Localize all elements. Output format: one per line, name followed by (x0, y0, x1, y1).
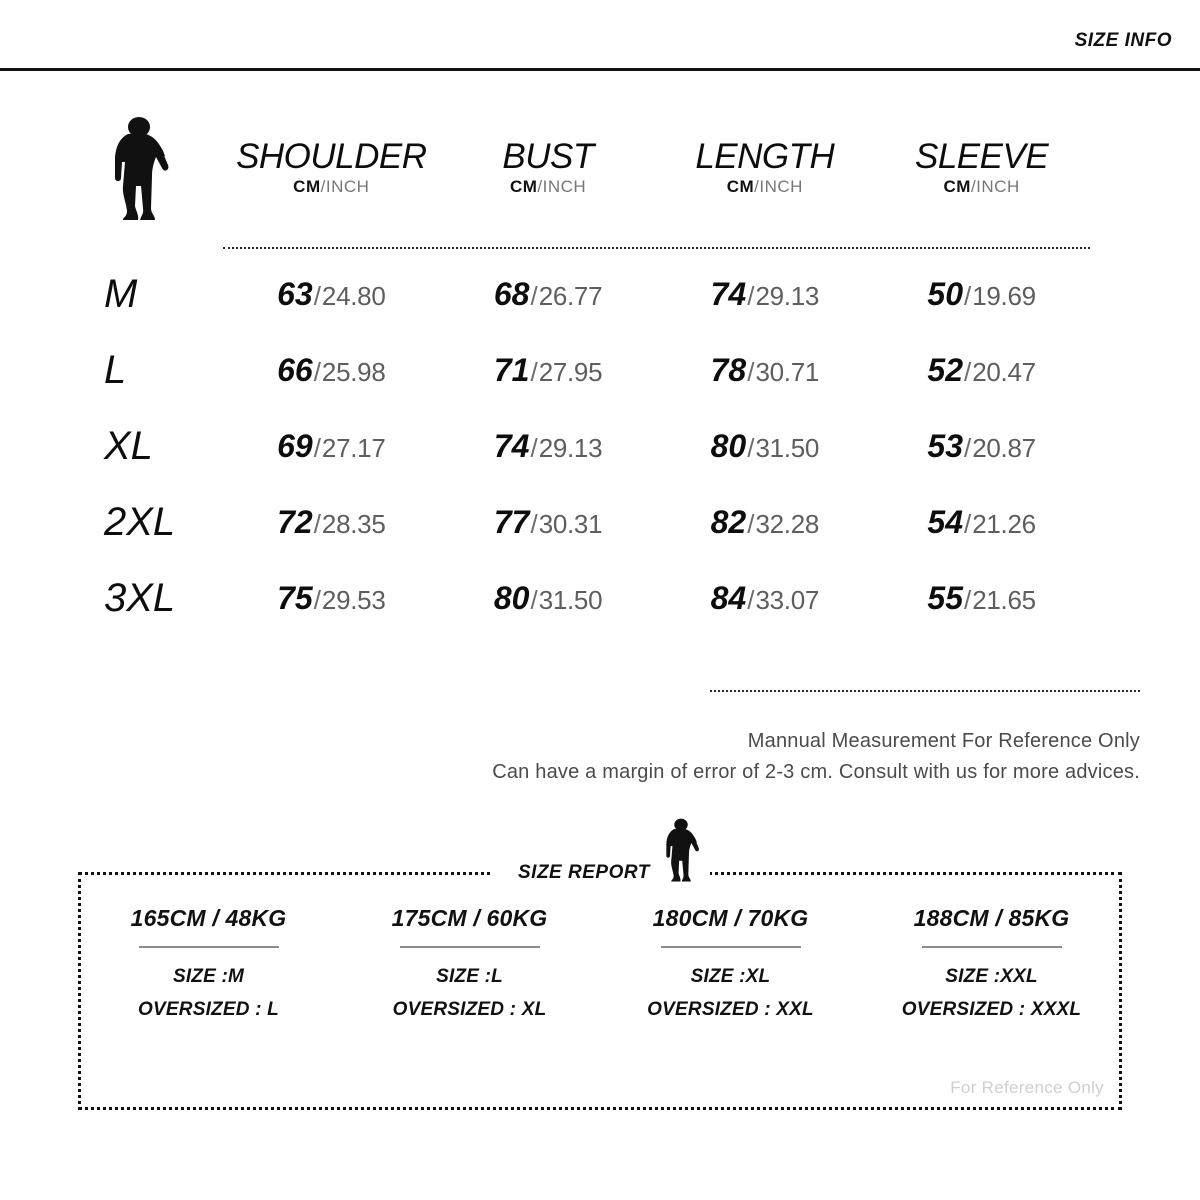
cell-length (656, 560, 873, 636)
report-divider (139, 946, 279, 948)
cell-slash: / (313, 508, 321, 539)
report-footnote: For Reference Only (950, 1078, 1104, 1097)
cell-shoulder (223, 408, 440, 484)
cell-shoulder (223, 332, 440, 408)
report-measure: 175CM / 60KG (391, 905, 548, 931)
cell-cm: 75 (277, 579, 313, 616)
column-header-sleeve-label: SLEEVE (915, 136, 1049, 176)
column-header-shoulder-unit (223, 177, 440, 197)
column-header-bust-unit (440, 177, 657, 197)
cell-cm: 52 (927, 351, 963, 388)
cell-slash: / (313, 432, 321, 463)
cell-sleeve (873, 560, 1090, 636)
column-header-sleeve (873, 110, 1090, 230)
cell-shoulder (223, 484, 440, 560)
size-table-container (0, 110, 1200, 636)
cell-inch: 27.17 (321, 432, 386, 463)
cell-slash: / (747, 584, 755, 615)
cell-inch: 21.26 (972, 508, 1036, 539)
table-row (90, 332, 1090, 408)
cell-length (656, 332, 873, 408)
table-row (90, 484, 1090, 560)
unit-inch: INCH (976, 177, 1020, 197)
cell-slash: / (747, 280, 755, 311)
report-oversized: OVERSIZED : XXL (647, 999, 814, 1021)
cell-slash: / (530, 356, 538, 387)
cell-slash: / (747, 356, 755, 387)
cell-cm: 78 (710, 351, 747, 388)
unit-cm: CM (943, 177, 971, 197)
report-oversized: OVERSIZED : L (138, 999, 279, 1021)
column-header-shoulder (223, 110, 440, 230)
unit-sep: / (970, 177, 977, 197)
cell-inch: 31.50 (538, 584, 603, 615)
report-divider (661, 946, 801, 948)
cell-length (656, 256, 873, 332)
cell-cm: 80 (493, 579, 530, 616)
cell-length (656, 408, 873, 484)
measurement-note (300, 726, 1140, 788)
cell-sleeve (873, 256, 1090, 332)
cell-bust (440, 408, 657, 484)
report-measure: 165CM / 48KG (130, 905, 287, 931)
cell-slash: / (964, 584, 972, 615)
cell-slash: / (964, 508, 972, 539)
cell-cm: 84 (710, 579, 747, 616)
cell-length (656, 484, 873, 560)
unit-cm: CM (509, 177, 538, 197)
column-header-length (656, 110, 873, 230)
cell-cm: 54 (927, 503, 963, 540)
cell-slash: / (964, 432, 972, 463)
measurement-note-line-2: Can have a margin of error of 2-3 cm. Consult with us for more advices. (492, 761, 1140, 783)
cell-slash: / (530, 584, 538, 615)
unit-inch: INCH (542, 177, 587, 197)
cell-cm: 50 (927, 275, 963, 312)
cell-inch: 29.13 (538, 432, 603, 463)
cell-slash: / (313, 584, 321, 615)
cell-sleeve (873, 332, 1090, 408)
cell-bust (440, 560, 657, 636)
table-row (90, 560, 1090, 636)
cell-inch: 20.87 (972, 432, 1036, 463)
unit-cm: CM (293, 177, 321, 197)
size-report-columns (78, 905, 1122, 1027)
page-header (0, 0, 1200, 70)
size-report-column (861, 905, 1122, 1027)
cell-inch: 32.28 (755, 508, 820, 539)
divider-spacer (90, 230, 223, 256)
cell-cm: 80 (710, 427, 747, 464)
cell-cm: 74 (493, 427, 530, 464)
row-size-label: M (104, 272, 138, 316)
cell-cm: 71 (493, 351, 530, 388)
cell-inch: 24.80 (321, 280, 386, 311)
column-header-length-unit (656, 177, 873, 197)
cell-inch: 25.98 (321, 356, 386, 387)
cell-shoulder (223, 256, 440, 332)
cell-inch: 28.35 (321, 508, 386, 539)
column-header-bust-label: BUST (502, 136, 594, 176)
table-row (90, 256, 1090, 332)
size-table-header-row (90, 110, 1090, 230)
cell-slash: / (964, 280, 972, 311)
cell-slash: / (313, 356, 321, 387)
cell-bust (440, 484, 657, 560)
cell-inch: 26.77 (538, 280, 603, 311)
cell-sleeve (873, 484, 1090, 560)
header-dotted-divider (223, 230, 1090, 256)
column-header-sleeve-unit (873, 177, 1090, 197)
cell-inch: 30.71 (755, 356, 820, 387)
cell-inch: 20.47 (972, 356, 1036, 387)
cell-slash: / (530, 280, 538, 311)
unit-inch: INCH (325, 177, 370, 197)
unit-cm: CM (726, 177, 755, 197)
column-header-bust (440, 110, 657, 230)
report-divider (922, 946, 1062, 948)
column-header-length-label: LENGTH (695, 136, 835, 176)
unit-sep: / (754, 177, 760, 197)
measurement-note-line-1: Mannual Measurement For Reference Only (747, 730, 1140, 752)
cell-cm: 68 (493, 275, 530, 312)
cell-cm: 53 (927, 427, 963, 464)
row-size-label: L (104, 348, 127, 392)
cell-slash: / (530, 432, 538, 463)
cell-inch: 27.95 (538, 356, 603, 387)
cell-cm: 74 (710, 275, 747, 312)
cell-slash: / (530, 508, 538, 539)
cell-cm: 63 (277, 275, 313, 312)
cell-slash: / (313, 280, 321, 311)
cell-cm: 82 (710, 503, 747, 540)
header-divider (0, 68, 1200, 71)
cell-shoulder (223, 560, 440, 636)
cell-slash: / (747, 432, 755, 463)
cell-cm: 69 (277, 427, 313, 464)
size-report-title: SIZE REPORT (518, 862, 650, 883)
cell-bust (440, 256, 657, 332)
column-header-shoulder-label: SHOULDER (236, 136, 427, 176)
cell-cm: 55 (927, 579, 963, 616)
walking-ape-icon (662, 818, 700, 889)
row-size-label: 3XL (104, 576, 176, 620)
row-size-label: XL (104, 424, 153, 468)
report-divider (400, 946, 540, 948)
cell-slash: / (964, 356, 972, 387)
unit-sep: / (537, 177, 543, 197)
walking-ape-icon (90, 110, 223, 230)
cell-cm: 72 (277, 503, 313, 540)
report-measure: 180CM / 70KG (652, 905, 809, 931)
cell-inch: 33.07 (755, 584, 820, 615)
size-report-column (339, 905, 600, 1027)
note-dotted-divider (710, 690, 1140, 692)
header-dotted-divider-row (90, 230, 1090, 256)
row-size-label: 2XL (104, 500, 176, 544)
size-table (90, 110, 1090, 636)
report-size: SIZE :L (436, 966, 503, 987)
cell-inch: 31.50 (755, 432, 820, 463)
page-title: SIZE INFO (1074, 30, 1172, 51)
report-size: SIZE :XL (690, 966, 771, 987)
cell-bust (440, 332, 657, 408)
cell-sleeve (873, 408, 1090, 484)
size-report-column (600, 905, 861, 1027)
cell-inch: 29.13 (755, 280, 820, 311)
report-size: SIZE :M (172, 966, 245, 987)
unit-sep: / (320, 177, 326, 197)
cell-cm: 66 (277, 351, 313, 388)
report-measure: 188CM / 85KG (913, 905, 1070, 931)
table-row (90, 408, 1090, 484)
cell-inch: 21.65 (972, 584, 1036, 615)
unit-inch: INCH (759, 177, 803, 197)
cell-cm: 77 (493, 503, 530, 540)
size-report-column (78, 905, 339, 1027)
cell-inch: 19.69 (972, 280, 1036, 311)
cell-inch: 30.31 (538, 508, 603, 539)
report-oversized: OVERSIZED : XL (392, 999, 547, 1021)
cell-slash: / (747, 508, 755, 539)
report-size: SIZE :XXL (945, 966, 1038, 987)
report-oversized: OVERSIZED : XXXL (901, 999, 1082, 1021)
cell-inch: 29.53 (321, 584, 386, 615)
